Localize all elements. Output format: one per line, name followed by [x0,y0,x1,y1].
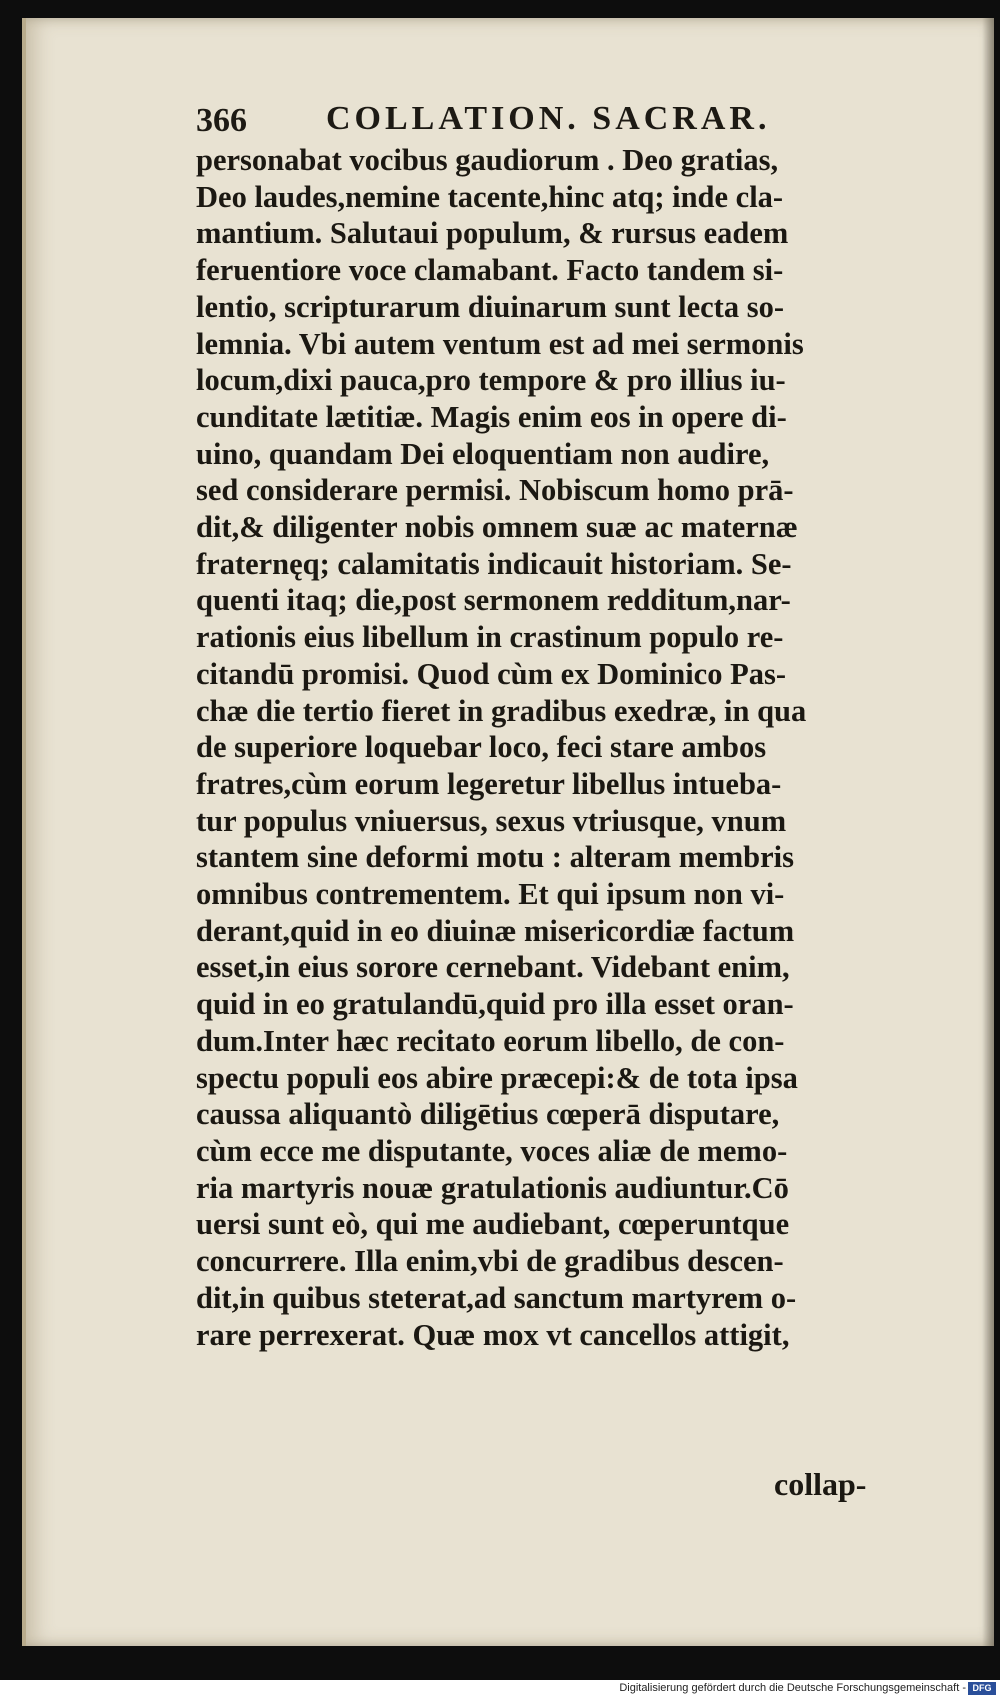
text-line: uersi sunt eò, qui me audiebant, cœperuntque [196,1207,790,1242]
text-line: esset,in eius sorore cernebant. Videbant enim, [196,950,790,985]
text-line: locum,dixi pauca,pro tempore & pro illius iu- [196,363,786,398]
text-line: de superiore loquebar loco, feci stare ambos [196,730,767,765]
text-line: Deo laudes,nemine tacente,hinc atq; inde cla- [196,179,784,214]
text-line: spectu populi eos abire præcepi:& de tota ipsa [196,1060,798,1095]
text-line: personabat vocibus gaudiorum . Deo gratias, [196,143,779,177]
text-line: lentio, scripturarum diuinarum sunt lecta so- [196,289,784,324]
dfg-logo-icon: DFG [968,1682,996,1695]
text-line: fraternęq; calamitatis indicauit historiam. Se- [196,546,792,581]
text-line: sed considerare permisi. Nobiscum homo prā- [196,473,794,508]
text-line: cùm ecce me disputante, voces aliæ de memo- [196,1133,788,1168]
text-line: concurrere. Illa enim,vbi de gradibus descen- [196,1244,784,1279]
text-line: cunditate lætitiæ. Magis enim eos in opere di- [196,399,787,434]
text-line: citandū promisi. Quod cùm ex Dominico Pas- [196,656,786,691]
text-line: ria martyris nouæ gratulationis audiuntur.Cō [196,1170,789,1205]
catchword: collap- [774,1466,867,1502]
text-line: rare perrexerat. Quæ mox vt cancellos attigit, [196,1317,790,1352]
text-line: dit,in quibus steterat,ad sanctum martyrem o- [196,1280,797,1315]
text-line: mantium. Salutaui populum, & rursus eadem [196,216,789,251]
text-line: caussa aliquantò diligētius cœperā disputare, [196,1097,780,1132]
page-number: 366 [196,102,247,139]
text-line: fratres,cùm eorum legeretur libellus intueba- [196,766,782,801]
text-line: omnibus contrementem. Et qui ipsum non vi- [196,877,785,912]
text-line: lemnia. Vbi autem ventum est ad mei sermonis [196,326,804,361]
text-line: feruentiore voce clamabant. Facto tandem si- [196,253,784,288]
running-head: COLLATION. SACRAR. [326,100,771,137]
funding-credit: Digitalisierung gefördert durch die Deutsche Forschungsgemeinschaft - [619,1682,966,1694]
text-line: tur populus vniuersus, sexus vtriusque, vnum [196,803,787,838]
text-line: stantem sine deformi motu : alteram membris [196,840,794,875]
body-text [196,142,956,1353]
text-line: quenti itaq; die,post sermonem redditum,nar- [196,583,791,618]
text-line: chæ die tertio fieret in gradibus exedræ, in qua [196,693,807,728]
text-line: dit,& diligenter nobis omnem suæ ac maternæ [196,510,798,545]
text-line: rationis eius libellum in crastinum populo re- [196,620,784,655]
text-line: derant,quid in eo diuinæ misericordiæ factum [196,913,795,948]
text-line: uino, quandam Dei eloquentiam non audire, [196,436,770,471]
text-line: dum.Inter hæc recitato eorum libello, de con- [196,1023,785,1058]
text-line: quid in eo gratulandū,quid pro illa esset oran- [196,987,794,1022]
footer-bar [0,1680,1000,1698]
